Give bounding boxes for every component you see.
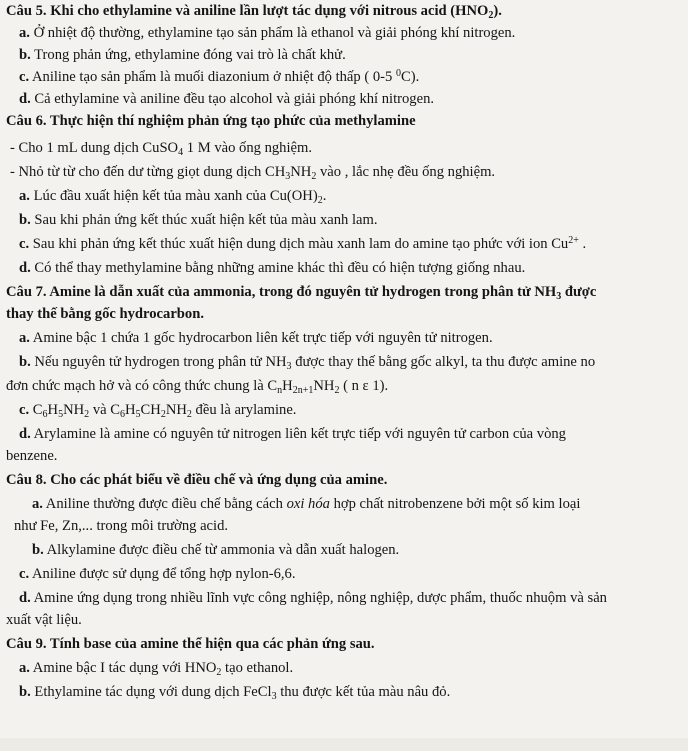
question-5-option-b: b. Trong phản ứng, ethylamine đóng vai trò là chất khử. <box>19 47 346 63</box>
question-6-option-b: b. Sau khi phản ứng kết thúc xuất hiện kết tủa màu xanh lam. <box>19 212 378 228</box>
question-6-option-c: c. Sau khi phản ứng kết thúc xuất hiện dung dịch màu xanh lam do amine tạo phức với ion $Cu^{2+}$ . <box>19 235 587 252</box>
question-9-option-b: b. Ethylamine tác dụng với dung dịch FeCl$_3$ thu được kết tủa màu nâu đỏ. <box>19 684 451 702</box>
question-8-option-c: c. Aniline được sử dụng để tổng hợp nylon-6,6. <box>19 566 296 582</box>
question-6-title: Câu 6. Thực hiện thí nghiệm phản ứng tạo phức của methylamine <box>6 113 416 129</box>
question-8-title: Câu 8. Cho các phát biểu về điều chế và ứng dụng của amine. <box>6 472 388 488</box>
question-7-title-line-1: Câu 7. Amine là dẫn xuất của ammonia, trong đó nguyên tử hydrogen trong phân tử $NH_3$ được <box>6 284 597 302</box>
question-5-title: Câu 5. Khi cho ethylamine và aniline lần lượt tác dụng với nitrous acid $(HNO_2)$. <box>6 3 502 21</box>
question-8-option-a-cont: như Fe, Zn,... trong môi trường acid. <box>14 518 229 534</box>
page-bottom-margin <box>0 738 688 751</box>
question-8-option-a: a. Aniline thường được điều chế bằng cách oxi hóa hợp chất nitrobenzene bởi một số kim loại <box>32 496 581 512</box>
question-9-title: Câu 9. Tính base của amine thể hiện qua các phản ứng sau. <box>6 636 375 652</box>
question-7-option-b-cont: đơn chức mạch hở và có công thức chung là $C_nH_{2n+1}NH_2$ ( n ε 1). <box>6 378 389 396</box>
question-6-step-1: - Cho 1 mL dung dịch CuSO$_4$ 1 M vào ống nghiệm. <box>10 140 313 158</box>
question-7-option-d-cont: benzene. <box>6 448 58 464</box>
question-7-option-a: a. Amine bậc 1 chứa 1 gốc hydrocarbon liên kết trực tiếp với nguyên tử nitrogen. <box>19 330 493 346</box>
question-7-title-line-2: thay thế bằng gốc hydrocarbon. <box>6 306 204 322</box>
question-7-option-b: b. Nếu nguyên tử hydrogen trong phân tử $NH_3$ được thay thế bằng gốc alkyl, ta thu được amine no <box>19 354 596 372</box>
question-6-step-2: - Nhỏ từ từ cho đến dư từng giọt dung dịch $CH_3NH_2$ vào , lắc nhẹ đều ống nghiệm. <box>10 164 496 182</box>
question-5-option-c: c. Aniline tạo sản phẩm là muối diazonium ở nhiệt độ thấp ( 0-5 $^0$C). <box>19 68 420 85</box>
question-7-option-c: c. $C_6H_5NH_2$ và $C_6H_5CH_2NH_2$ đều là arylamine. <box>19 402 297 420</box>
question-8-option-b: b. Alkylamine được điều chế từ ammonia và dẫn xuất halogen. <box>32 542 400 558</box>
question-9-option-a: a. Amine bậc I tác dụng với $HNO_2$ tạo ethanol. <box>19 660 294 678</box>
question-8-option-d: d. Amine ứng dụng trong nhiều lĩnh vực công nghiệp, nông nghiệp, dược phẩm, thuốc nhuộm và sản <box>19 590 607 606</box>
question-6-option-d: d. Có thể thay methylamine bằng những amine khác thì đều có hiện tượng giống nhau. <box>19 260 526 276</box>
question-5-option-a: a. Ở nhiệt độ thường, ethylamine tạo sản phẩm là ethanol và giải phóng khí nitrogen. <box>19 25 516 41</box>
question-6-option-a: a. Lúc đầu xuất hiện kết tủa màu xanh của $Cu(OH)_2$. <box>19 188 327 206</box>
question-8-option-d-cont: xuất vật liệu. <box>6 612 82 628</box>
question-5-option-d: d. Cả ethylamine và aniline đều tạo alcohol và giải phóng khí nitrogen. <box>19 91 435 107</box>
question-7-option-d: d. Arylamine là amine có nguyên tử nitrogen liên kết trực tiếp với nguyên tử carbon của vòng <box>19 426 566 442</box>
